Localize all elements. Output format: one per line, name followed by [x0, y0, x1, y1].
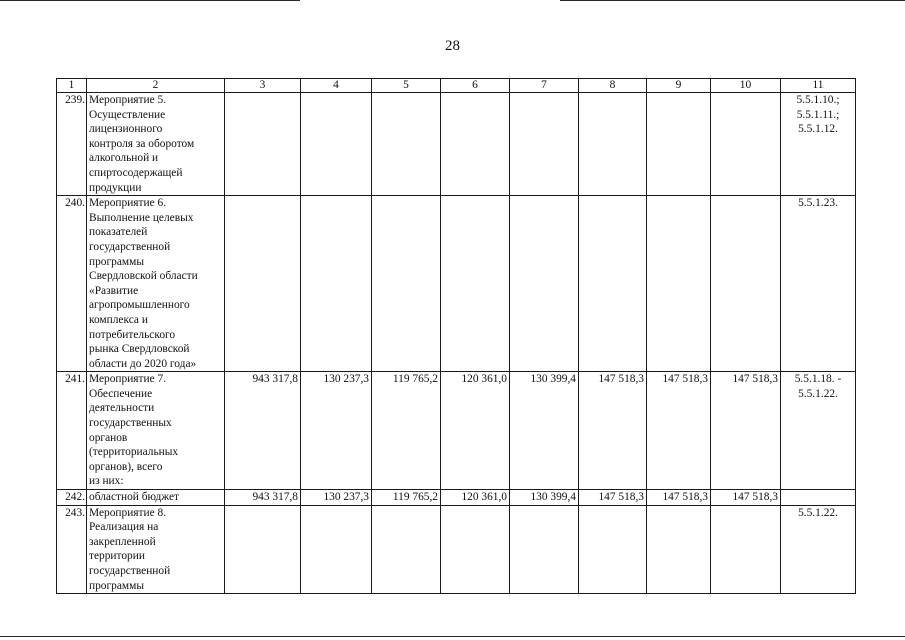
row-number: 239. — [57, 93, 87, 196]
target-reference: 5.5.1.22. — [781, 505, 856, 594]
header-row — [57, 79, 856, 93]
value-cell: 130 399,4 — [510, 372, 579, 490]
scan-edge-bottom — [0, 636, 905, 637]
value-cell — [372, 93, 441, 196]
value-cell — [579, 196, 647, 372]
value-cell: 130 399,4 — [510, 490, 579, 506]
value-cell — [441, 93, 510, 196]
value-cell: 119 765,2 — [372, 490, 441, 506]
value-cell: 147 518,3 — [711, 372, 781, 490]
value-cell — [225, 505, 301, 594]
activity-name: областной бюджет — [87, 490, 225, 506]
value-cell — [647, 93, 711, 196]
value-cell: 130 237,3 — [301, 490, 372, 506]
row-number: 240. — [57, 196, 87, 372]
value-cell — [372, 196, 441, 372]
value-cell — [711, 196, 781, 372]
table-row — [57, 196, 856, 372]
value-cell — [510, 196, 579, 372]
table-row — [57, 505, 856, 594]
value-cell — [301, 196, 372, 372]
column-header: 7 — [510, 79, 579, 93]
value-cell — [301, 93, 372, 196]
activity-name: Мероприятие 6. Выполнение целевых показателей государственной программы Свердловской области «Развитие агропромышленного комплекса и потребительского рынка Свердловской области до 2020 года» — [87, 196, 225, 372]
column-header: 5 — [372, 79, 441, 93]
column-header: 1 — [57, 79, 87, 93]
value-cell: 147 518,3 — [647, 372, 711, 490]
value-cell — [441, 505, 510, 594]
target-reference: 5.5.1.23. — [781, 196, 856, 372]
activity-name: Мероприятие 5. Осуществление лицензионного контроля за оборотом алкогольной и спиртосодержащей продукции — [87, 93, 225, 196]
value-cell — [510, 93, 579, 196]
table-row — [57, 372, 856, 490]
value-cell — [225, 93, 301, 196]
target-reference — [781, 490, 856, 506]
column-header: 8 — [579, 79, 647, 93]
column-header: 4 — [301, 79, 372, 93]
value-cell — [372, 505, 441, 594]
value-cell — [301, 505, 372, 594]
value-cell — [441, 196, 510, 372]
column-header: 2 — [87, 79, 225, 93]
value-cell — [225, 196, 301, 372]
value-cell — [647, 196, 711, 372]
scan-edge-top — [0, 0, 300, 1]
budget-table — [56, 78, 856, 594]
table-row — [57, 490, 856, 506]
column-header: 6 — [441, 79, 510, 93]
activity-name: Мероприятие 7. Обеспечение деятельности государственных органов (территориальных органов), всего из них: — [87, 372, 225, 490]
target-reference: 5.5.1.18. - 5.5.1.22. — [781, 372, 856, 490]
value-cell: 147 518,3 — [579, 490, 647, 506]
value-cell: 119 765,2 — [372, 372, 441, 490]
scan-edge-top-right — [560, 0, 905, 1]
value-cell: 147 518,3 — [647, 490, 711, 506]
value-cell: 130 237,3 — [301, 372, 372, 490]
column-header: 3 — [225, 79, 301, 93]
value-cell — [579, 505, 647, 594]
value-cell — [579, 93, 647, 196]
value-cell: 943 317,8 — [225, 372, 301, 490]
column-header: 11 — [781, 79, 856, 93]
column-header: 10 — [711, 79, 781, 93]
value-cell: 120 361,0 — [441, 372, 510, 490]
value-cell — [647, 505, 711, 594]
row-number: 242. — [57, 490, 87, 506]
value-cell — [711, 505, 781, 594]
activity-name: Мероприятие 8. Реализация на закрепленной территории государственной программы — [87, 505, 225, 594]
value-cell — [510, 505, 579, 594]
column-header: 9 — [647, 79, 711, 93]
value-cell: 147 518,3 — [579, 372, 647, 490]
value-cell: 147 518,3 — [711, 490, 781, 506]
row-number: 243. — [57, 505, 87, 594]
page-number: 28 — [445, 38, 460, 54]
row-number: 241. — [57, 372, 87, 490]
table-row — [57, 93, 856, 196]
value-cell: 120 361,0 — [441, 490, 510, 506]
value-cell — [711, 93, 781, 196]
value-cell: 943 317,8 — [225, 490, 301, 506]
target-reference: 5.5.1.10.; 5.5.1.11.; 5.5.1.12. — [781, 93, 856, 196]
